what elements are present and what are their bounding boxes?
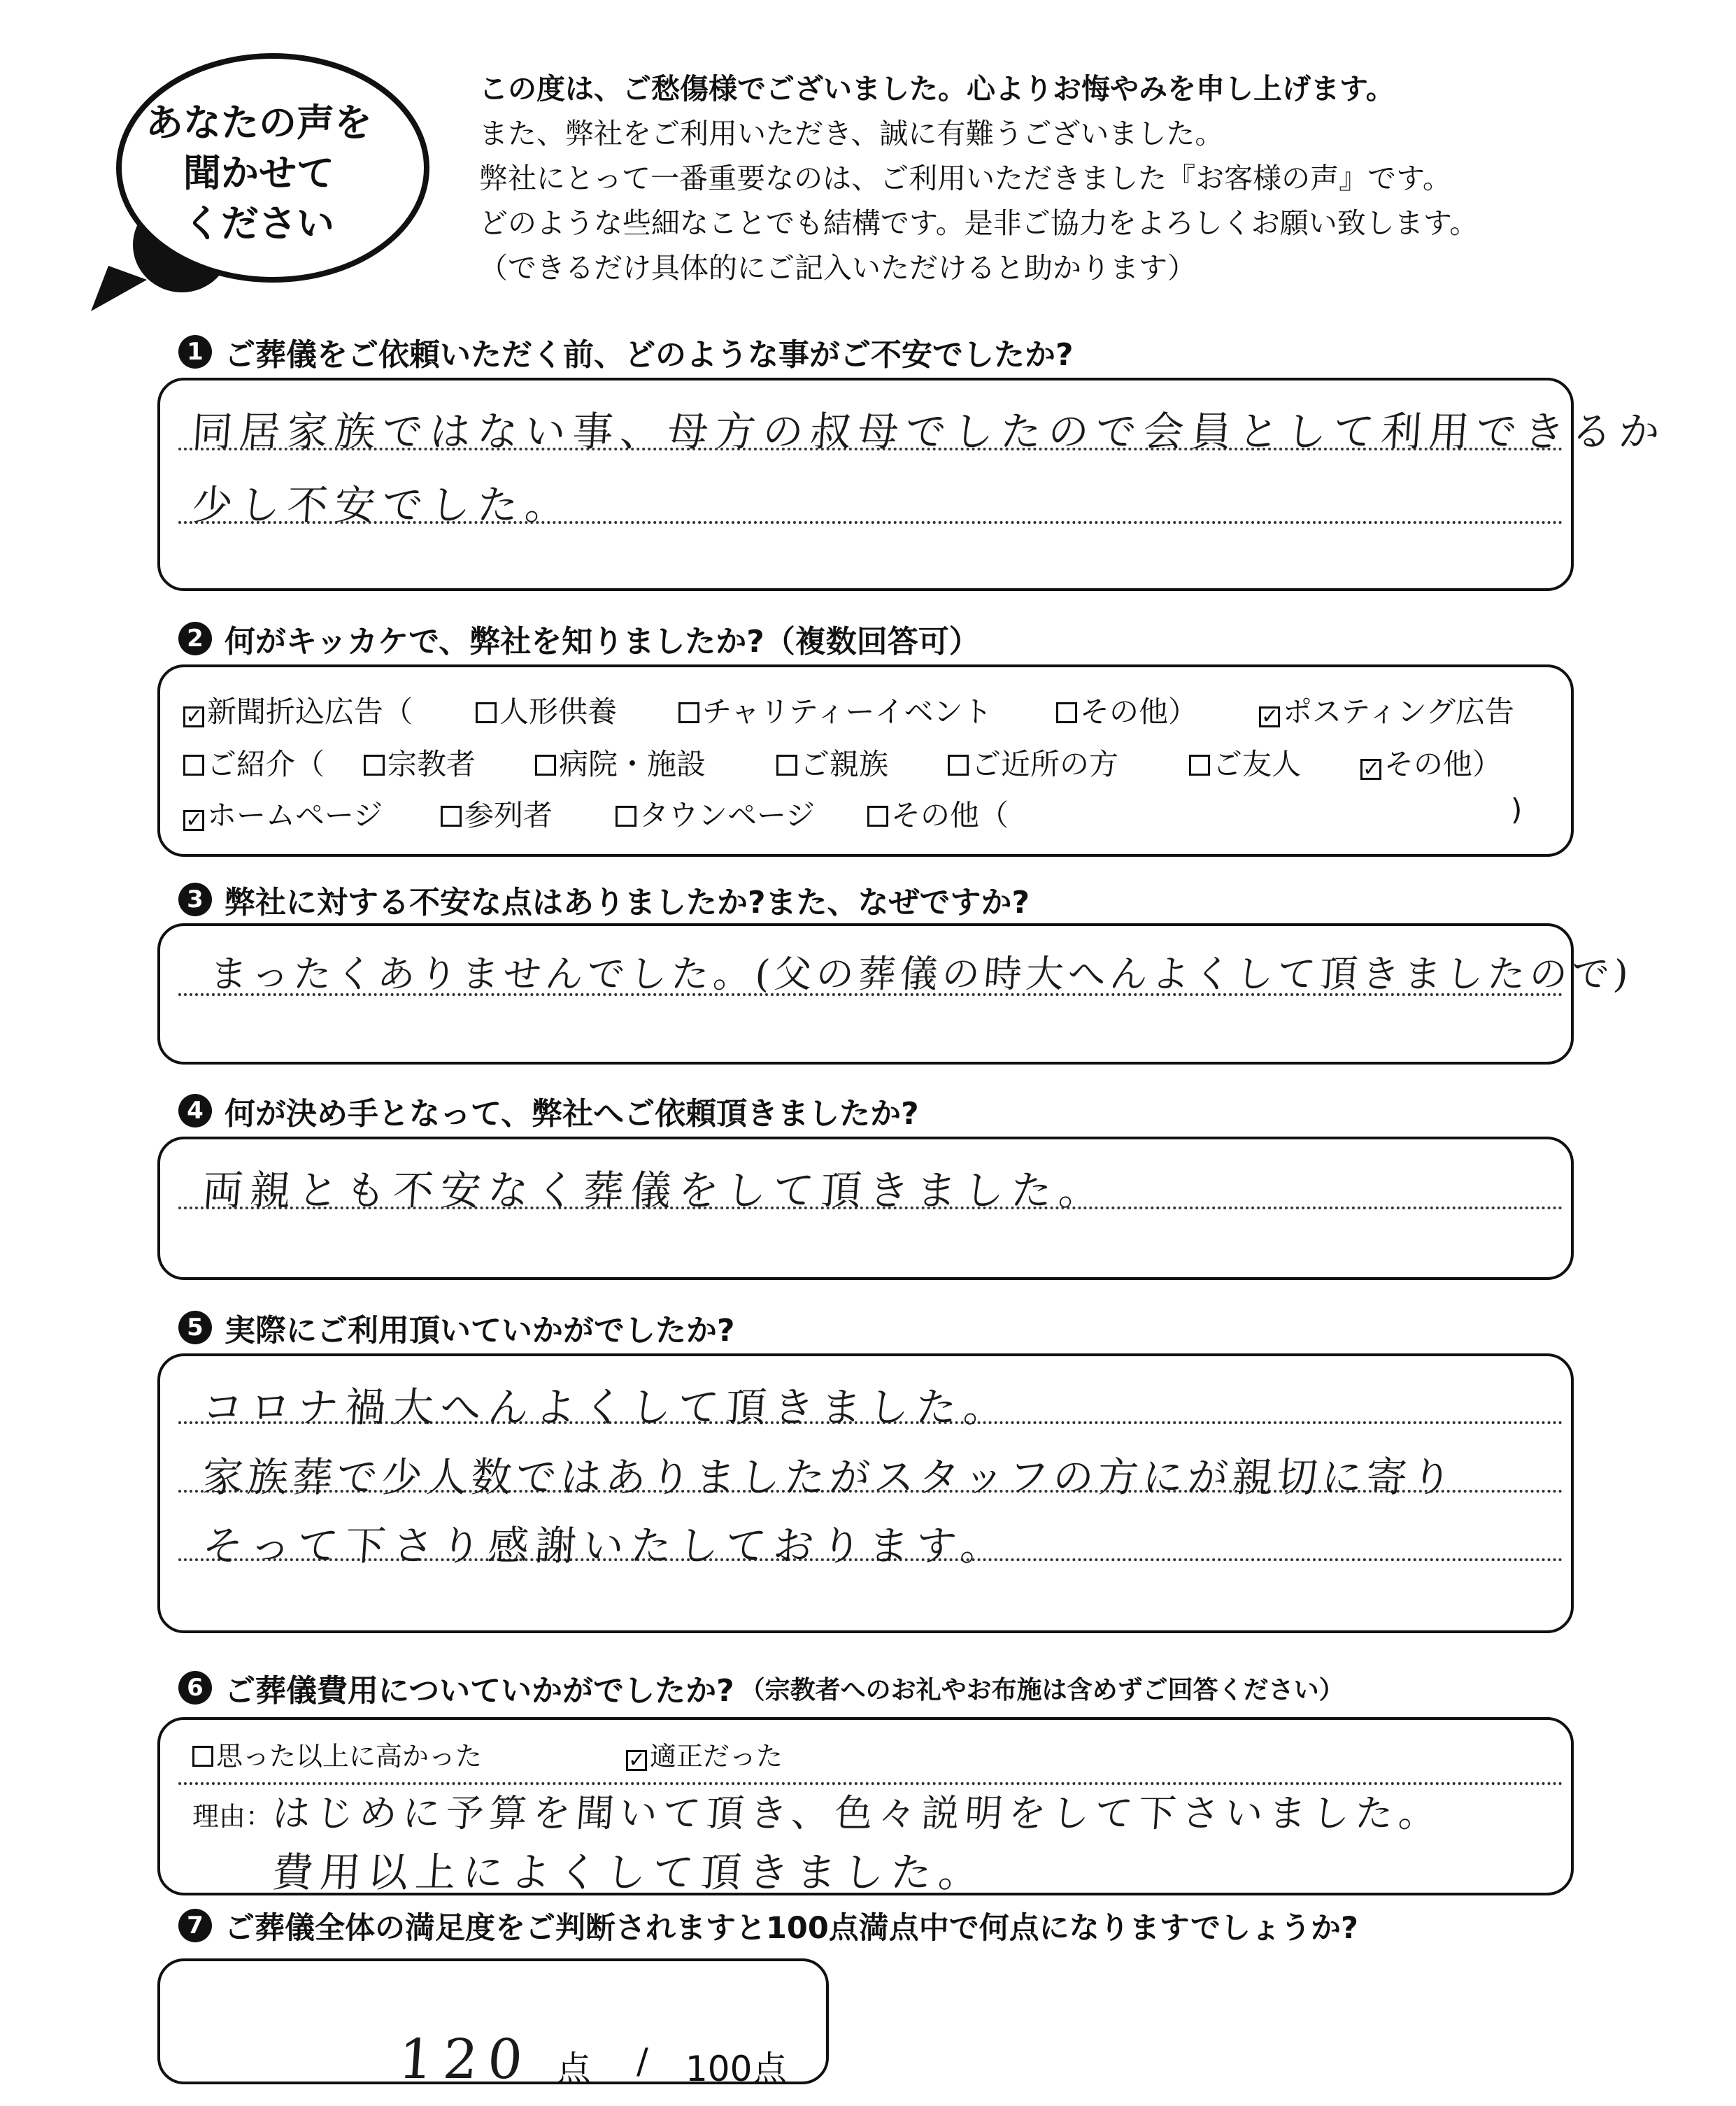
- checkbox[interactable]: [183, 755, 204, 776]
- question-title: ご葬儀全体の満足度をご判断されますと100点満点中で何点になりますでしょうか?: [225, 1910, 1358, 1946]
- checkbox[interactable]: [867, 806, 888, 827]
- question-title: 実際にご利用頂いていかがでしたか?: [225, 1313, 735, 1349]
- option-fair[interactable]: ✓ 適正だった: [626, 1735, 783, 1773]
- handwritten-answer: はじめに予算を聞いて頂き、色々説明をして下さいました。: [271, 1791, 1444, 1835]
- option-relatives[interactable]: ご親族: [776, 741, 888, 783]
- handwritten-answer: そって下さり感謝いたしております。: [201, 1522, 1010, 1570]
- option-friends[interactable]: ご友人: [1189, 741, 1301, 783]
- question-number: 7: [178, 1909, 212, 1942]
- handwritten-answer: 両親とも不安なく葬儀をして頂きました。: [201, 1167, 1109, 1214]
- score-slash: /: [636, 2041, 648, 2082]
- bubble-heading: あなたの声を 聞かせて ください: [145, 101, 372, 246]
- handwritten-answer: 少し不安でした。: [190, 481, 575, 529]
- checkbox[interactable]: [192, 1746, 213, 1767]
- checkbox[interactable]: [678, 702, 699, 723]
- intro-line: この度は、ご愁傷様でございました。心よりお悔やみを申し上げます。: [479, 72, 1395, 106]
- handwritten-answer: 費用以上によくして頂きました。: [271, 1849, 988, 1896]
- option-posting-ad[interactable]: ✓ ポスティング広告: [1259, 689, 1514, 731]
- intro-line: どのような些細なことでも結構です。是非ご協力をよろしくお願い致します。: [479, 206, 1479, 240]
- question-2-heading: [178, 619, 980, 658]
- question-4-heading: [178, 1091, 919, 1130]
- question-title: 何がキッカケで、弊社を知りましたか?（複数回答可）: [225, 624, 980, 660]
- option-attendee[interactable]: 参列者: [441, 792, 553, 834]
- question-number: 6: [178, 1671, 212, 1705]
- score-max: 100点: [685, 2049, 788, 2089]
- option-newspaper[interactable]: ✓ 新聞折込広告（: [183, 689, 413, 731]
- question-title: 何が決め手となって、弊社へご依頼頂きましたか?: [225, 1096, 919, 1132]
- question-number: 5: [178, 1311, 212, 1344]
- checkbox-checked[interactable]: ✓: [1360, 759, 1381, 780]
- handwritten-score: 120: [396, 2028, 535, 2091]
- question-number: 3: [178, 883, 212, 916]
- checkbox-checked[interactable]: ✓: [1259, 706, 1280, 727]
- option-referral[interactable]: ご紹介（: [183, 741, 325, 783]
- option-homepage[interactable]: ✓ ホームページ: [183, 792, 383, 834]
- option-charity-event[interactable]: チャリティーイベント: [678, 689, 992, 731]
- question-3-heading: [178, 880, 1030, 919]
- checkbox[interactable]: [441, 806, 462, 827]
- question-title: 弊社に対する不安な点はありましたか?また、なぜですか?: [225, 885, 1030, 920]
- checkbox[interactable]: [535, 755, 556, 776]
- checkbox[interactable]: [1189, 755, 1210, 776]
- intro-line: また、弊社をご利用いただき、誠に有難うございました。: [479, 117, 1224, 150]
- intro-line: 弊社にとって一番重要なのは、ご利用いただきました『お客様の声』です。: [479, 162, 1451, 195]
- reason-label: 理由：: [192, 1801, 273, 1832]
- option-hospital[interactable]: 病院・施設: [535, 741, 706, 783]
- option-other-1[interactable]: その他）: [1056, 689, 1197, 731]
- handwritten-answer: 同居家族ではない事、母方の叔母でしたので会員として利用できるか: [190, 408, 1669, 455]
- checkbox[interactable]: [948, 755, 969, 776]
- checkbox[interactable]: [476, 702, 497, 723]
- option-more-expensive[interactable]: 思った以上に高かった: [192, 1735, 482, 1773]
- question-number: 2: [178, 622, 212, 655]
- checkbox-checked[interactable]: ✓: [183, 810, 204, 831]
- checkbox[interactable]: [1056, 702, 1077, 723]
- option-neighbors[interactable]: ご近所の方: [948, 741, 1118, 783]
- option-other-3-close: ): [1511, 792, 1523, 827]
- handwritten-answer: コロナ禍大へんよくして頂きました。: [201, 1383, 1013, 1431]
- question-7-heading: [178, 1906, 1358, 1945]
- checkbox[interactable]: [364, 755, 385, 776]
- option-townpage[interactable]: タウンページ: [616, 792, 815, 834]
- checkbox[interactable]: [776, 755, 797, 776]
- question-1-heading: [178, 332, 1074, 371]
- option-other-2[interactable]: ✓ その他）: [1360, 741, 1502, 783]
- option-other-3[interactable]: その他（: [867, 792, 1009, 834]
- question-title: ご葬儀をご依頼いただく前、どのような事がご不安でしたか?: [225, 337, 1074, 373]
- question-5-heading: [178, 1308, 735, 1347]
- checkbox-checked[interactable]: ✓: [626, 1750, 647, 1771]
- intro-line: （できるだけ具体的にご記入いただけると助かります）: [479, 251, 1196, 285]
- question-note: （宗教者へのお礼やお布施は含めずご回答ください）: [739, 1675, 1344, 1705]
- question-title: ご葬儀費用についていかがでしたか?: [225, 1673, 734, 1709]
- question-6-heading: [178, 1668, 1344, 1707]
- intro-text: [479, 66, 1724, 290]
- handwritten-answer: まったくありませんでした。(父の葬儀の時大へんよくして頂きましたので): [208, 952, 1635, 996]
- question-number: 1: [178, 335, 212, 369]
- score-unit: 点: [556, 2049, 591, 2089]
- option-religious[interactable]: 宗教者: [364, 741, 476, 783]
- question-number: 4: [178, 1094, 212, 1127]
- handwritten-answer: 家族葬で少人数ではありましたがスタッフの方にが親切に寄り: [201, 1453, 1458, 1501]
- checkbox-checked[interactable]: ✓: [183, 706, 204, 727]
- option-doll-memorial[interactable]: 人形供養: [476, 689, 617, 731]
- checkbox[interactable]: [616, 806, 636, 827]
